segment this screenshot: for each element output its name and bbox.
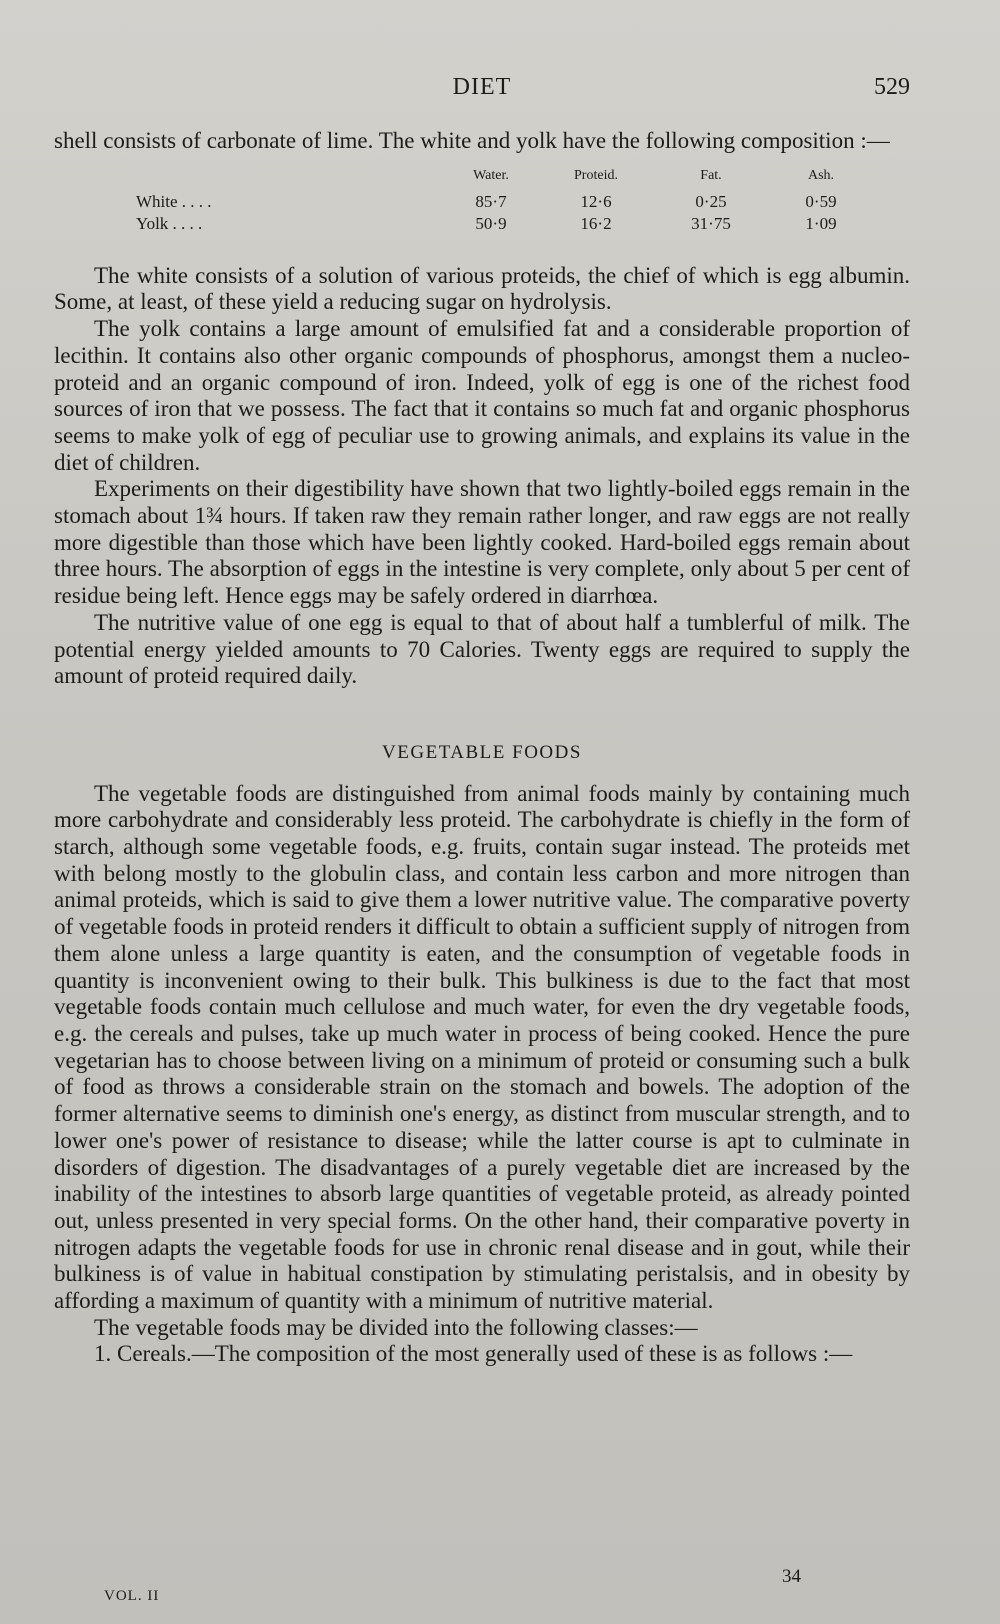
column-header-proteid: Proteid. [574,167,618,183]
paragraph-yolk: The yolk contains a large amount of emulsified fat and a considerable proportion of lecithin. It contains also other organic compounds of phosphorus, amongst them a nucleo-proteid and an organic compound of iron. Indeed, yolk of egg is one of the richest food sources of iron that we possess. The fact that it contains so much fat and organic phosphorus seems to make yolk of egg of peculiar use to growing animals, and explains its value in the diet of children. [54,316,910,475]
paragraph-white: The white consists of a solution of various proteids, the chief of which is egg albumin. Some, at least, of these yield a reducing sugar on hydrolysis. [54,262,910,315]
section-heading: VEGETABLE FOODS [382,741,582,763]
table-cell: 31·75 [691,213,731,233]
row-label-yolk: Yolk . . . . [136,213,203,233]
volume-label: VOL. II [104,1588,160,1604]
table-cell: 0·25 [695,191,727,211]
row-label-white: White . . . . [136,191,212,211]
column-header-water: Water. [473,167,509,183]
paragraph-digestibility: Experiments on their digestibility have shown that two lightly-boiled eggs remain in the stomach about 1¾ hours. If taken raw they remain rather longer, and raw eggs are not really more digestible than those which have been lightly cooked. Hard-boiled eggs remain about three hours. The absorption of eggs in the intestine is very complete, only about 5 per cent of residue being left. Hence eggs may be safely ordered in diarrhœa. [54,476,910,609]
paragraph-nutritive-value: The nutritive value of one egg is equal to that of about half a tumblerful of milk. The potential energy yielded amounts to 70 Calories. Twenty eggs are required to supply the amount of proteid required daily. [54,609,910,689]
table-row [136,191,876,213]
egg-composition-table [136,165,876,235]
paragraph-vegetable-foods: The vegetable foods are distinguished from animal foods mainly by containing much more carbohydrate and considerably less proteid. The carbohydrate is chiefly in the form of starch, although some vegetable foods, e.g. fruits, contain sugar instead. The proteids met with belong mostly to the globulin class, and contain less carbon and more nitrogen than animal proteids, which is said to give them a lower nutritive value. The comparative poverty of vegetable foods in proteid renders it difficult to obtain a sufficient supply of nitrogen from them alone unless a large quantity is eaten, and the consumption of vegetable foods in quantity is inconvenient owing to their bulk. This bulkiness is due to the fact that most vegetable foods contain much cellulose and much water, for even the dry vegetable foods, e.g. the cereals and pulses, take up much water in process of being cooked. Hence the pure vegetarian has to choose between living on a minimum of proteid or consuming such a bulk of food as throws a considerable strain on the stomach and bowels. The adoption of the former alternative seems to diminish one's energy, as distinct from muscular strength, and to lower one's power of resistance to disease; while the latter course is apt to culminate in disorders of digestion. The disadvantages of a purely vegetable diet are increased by the inability of the intestines to absorb large quantities of vegetable proteid, as already pointed out, unless presented in very special forms. On the other hand, their comparative poverty in nitrogen adapts the vegetable foods for use in chronic renal disease and in gout, while their bulkiness is of value in habitual constipation by stimulating peristalsis, and in obesity by affording a maximum of quantity with a minimum of nutritive material. [54,780,910,1314]
table-row [136,213,876,235]
table-cell: 85·7 [475,191,507,211]
intro-paragraph: shell consists of carbonate of lime. The white and yolk have the following composition :— [54,128,890,153]
page-header [54,74,910,110]
paragraph-cereals: 1. Cereals.—The composition of the most generally used of these is as follows :— [94,1341,853,1367]
column-header-fat: Fat. [700,167,722,183]
page-number: 529 [874,74,910,100]
running-head: DIET [452,74,512,100]
table-cell: 1·09 [805,213,837,233]
paragraph-classes: The vegetable foods may be divided into the following classes:— [94,1314,698,1340]
table-cell: 12·6 [580,191,612,211]
table-cell: 0·59 [805,191,837,211]
table-cell: 50·9 [475,213,507,233]
page-body [54,128,910,1368]
signature-mark: 34 [782,1566,801,1587]
table-corner [136,165,446,191]
column-header-ash: Ash. [807,167,835,183]
table-header-row [136,165,876,191]
table-cell: 16·2 [580,213,612,233]
